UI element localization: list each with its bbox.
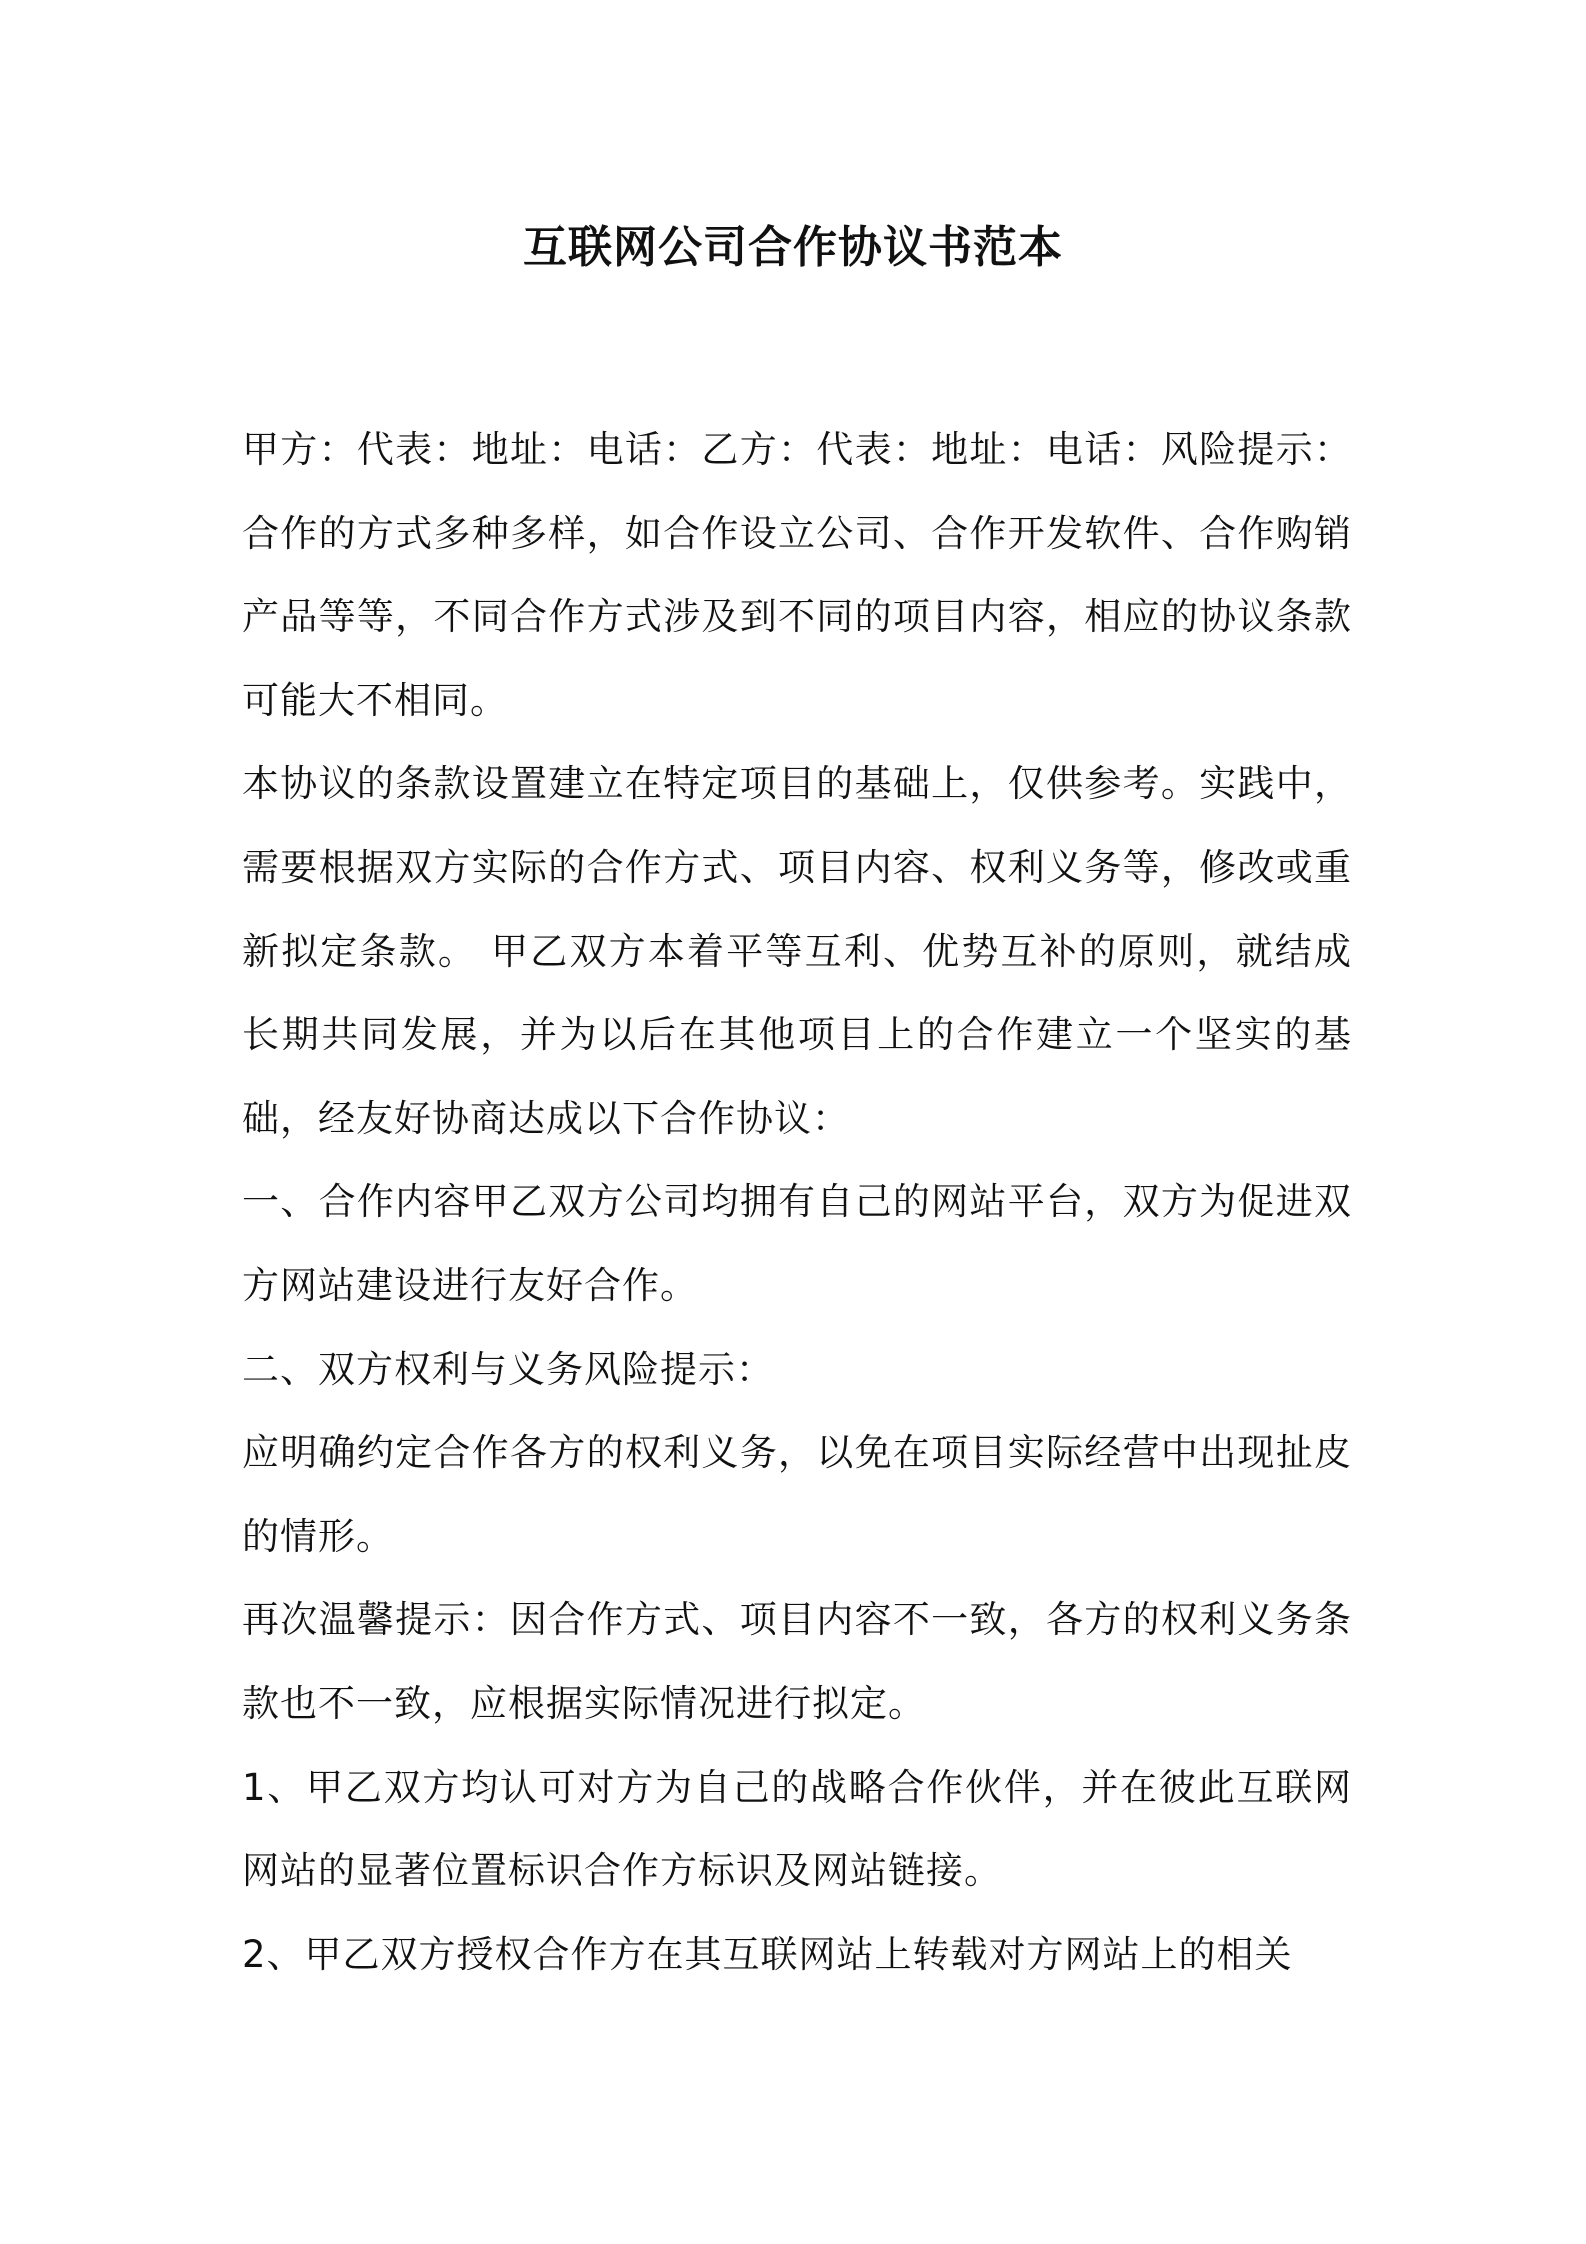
paragraph-clause-1: 1、甲乙双方均认可对方为自己的战略合作伙伴，并在彼此互联网网站的显著位置标识合作方标识及网站链接。	[242, 1765, 1352, 1893]
document-body	[242, 408, 1352, 1996]
paragraph-parties-intro: 甲方：代表：地址：电话：乙方：代表：地址：电话：风险提示：合作的方式多种多样，如合作设立公司、合作开发软件、合作购销产品等等，不同合作方式涉及到不同的项目内容，相应的协议条款可能大不相同。	[242, 428, 1352, 722]
paragraph-reminder: 再次温馨提示：因合作方式、项目内容不一致，各方的权利义务条款也不一致，应根据实际情况进行拟定。	[242, 1598, 1352, 1725]
paragraph-basis: 本协议的条款设置建立在特定项目的基础上，仅供参考。实践中，需要根据双方实际的合作方式、项目内容、权利义务等，修改或重新拟定条款。 甲乙双方本着平等互利、优势互补的原则，就结成长期共同发展，并为以后在其他项目上的合作建立一个坚实的基础，经友好协商达成以下合作协议：	[242, 762, 1352, 1140]
paragraph-section-1: 一、合作内容甲乙双方公司均拥有自己的网站平台，双方为促进双方网站建设进行友好合作。	[242, 1180, 1352, 1307]
paragraph-section-2-heading: 二、双方权利与义务风险提示：	[242, 1347, 774, 1391]
paragraph-risk-note: 应明确约定合作各方的权利义务，以免在项目实际经营中出现扯皮的情形。	[242, 1431, 1352, 1558]
document-title: 互联网公司合作协议书范本	[523, 222, 1063, 273]
paragraph-clause-2: 2、甲乙双方授权合作方在其互联网站上转载对方网站上的相关	[242, 1932, 1293, 1976]
